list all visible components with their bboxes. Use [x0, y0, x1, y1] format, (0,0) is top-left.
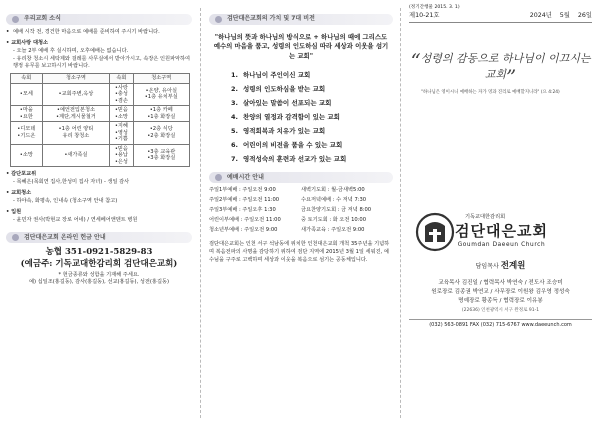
vision-number: 5. — [231, 126, 238, 135]
extra-news — [6, 171, 192, 224]
cleaning-line: - 유리창 청소시 세탁제와 걸레를 사무실에서 받아가시고, 속장은 인원파악하여 행정 유무를 보고하시기 바랍니다. — [13, 56, 191, 70]
bulletin-reg: (정기간행물 2015. 3. 1) — [409, 5, 460, 10]
schedule-entry: 주일1부예배 : 주일오전 9:00 — [209, 187, 276, 194]
account-example: 예) 십일조(홍길동), 감사(홍길동), 선교(홍길동), 성전(홍길동) — [28, 279, 169, 286]
table-cell: •온양, 유아실 •1층 유치부실 — [133, 83, 189, 106]
table-cell: •마을 •요한 — [11, 106, 43, 122]
staff-list: 교육목사 김진일 / 협력목사 박연숙 / 전도사 조승미 원로장로 김종권 박연교 / 사무장로 이원왕 김우영 정성숙 명예장로 황종득 / 협력장로 이유봉 — [431, 280, 570, 304]
table-cell: •디모데 •기드온 — [11, 122, 43, 145]
account-title: 검단대은교회 온라인 헌금 안내 — [24, 233, 106, 241]
schedule-entry: 청소년부예배 : 주일오전 9:00 — [209, 226, 278, 233]
news-column — [0, 0, 200, 424]
account-section-header — [6, 232, 192, 243]
vision-item: 7. 영적성숙의 훈련과 선교가 있는 교회 — [231, 154, 347, 163]
table-cell: •예언전입본청소 •계단,게시물철거 — [42, 106, 110, 122]
bullet-dot-icon — [215, 174, 222, 181]
schedule-entry: 새벽기도회 : 월-금새벽5:00 — [301, 187, 365, 194]
table-cell: •1층 어린 양티 유리 창청소 — [42, 122, 110, 145]
schedule-row — [209, 217, 393, 224]
vision-number: 1. — [231, 70, 238, 79]
vision-column — [201, 0, 401, 424]
table-row — [11, 144, 190, 167]
vision-number: 2. — [231, 84, 238, 93]
bullet-dot-icon — [215, 16, 222, 23]
table-cell: •새가족실 — [42, 144, 110, 167]
table-cell: •믿음 •소망 — [110, 106, 133, 122]
table-row — [11, 106, 190, 122]
motto-verse: "하나님은 영이시니 예배하는 자가 영과 진리로 예배할지니라" (요 4:24) — [421, 89, 560, 95]
news-group-title: • 입원 — [6, 209, 22, 216]
schedule-entry: 주일3부예배 : 주일오후 1:30 — [209, 206, 276, 213]
date-year: 2024년 — [529, 12, 552, 20]
quote-close-icon: ” — [506, 65, 517, 90]
vision-item: 4. 찬양의 열정과 감격함이 있는 교회 — [231, 112, 340, 121]
schedule-list — [209, 187, 393, 233]
news-group-title: • 감단포교위 — [6, 171, 37, 178]
account-number: 농협 351-0921-5829-83 — [45, 247, 153, 258]
news-group-line: - 목혜은(목회연 집사,한성미 집사 자녀) - 생일 감사 — [13, 179, 130, 186]
schedule-title: 예배시간 안내 — [227, 173, 264, 181]
vision-verse: "하나님의 뜻과 하나님의 방식으로 + 하나님의 때에 그리스도 예수의 마음을 품고, 성령의 인도하심 따라 세상과 이웃을 섬기는 교회" — [213, 33, 389, 60]
contact-line: (032) 563-0891 FAX (032) 715-6767 www.daeeunch.com — [409, 319, 592, 329]
table-cell: •1층 카페 •1층 화장실 — [133, 106, 189, 122]
church-logo — [409, 212, 592, 252]
vision-item: 1. 하나님이 주인이신 교회 — [231, 70, 311, 79]
account-holder: (예금주: 기독교대한감리회 검단대은교회) — [20, 258, 178, 269]
vision-number: 3. — [231, 98, 238, 107]
schedule-row — [209, 227, 393, 234]
vision-item: 5. 영적회복과 치유가 있는 교회 — [231, 126, 326, 135]
schedule-entry: 금요찬양기도회 : 금 저녁 8:00 — [301, 206, 372, 213]
motto: “성령의 감동으로 하나님이 이끄시는 교회” — [410, 48, 591, 90]
vision-list — [231, 71, 393, 163]
date-month: 5월 — [559, 12, 570, 20]
issue-number: 제10-21호 — [409, 12, 440, 20]
account-note: * 헌금종류와 성함을 기재해 주세요. — [58, 272, 140, 279]
news-group-title: • 교회청소 — [6, 190, 32, 197]
bullet-dot-icon — [12, 234, 19, 241]
address: (22636) 인천광역시 서구 완정로 91-1 — [461, 308, 540, 314]
table-row — [11, 83, 190, 106]
denomination: 기독교대한감리회 — [465, 214, 506, 221]
church-name: 검단대은교회 — [455, 222, 548, 241]
church-name-english: Goumdan Daeeun Church — [457, 241, 546, 248]
date-day: 26일 — [577, 12, 592, 20]
cover-column — [401, 0, 600, 424]
schedule-row — [209, 197, 393, 204]
vision-item: 3. 살아있는 말씀이 선포되는 교회 — [231, 98, 332, 107]
news-list — [6, 29, 192, 224]
table-cell: •지혜 •영성 •기쁨 — [110, 122, 133, 145]
vision-number: 6. — [231, 140, 238, 149]
vision-item: 2. 성령의 인도하심을 받는 교회 — [231, 84, 326, 93]
table-cell: •소망 — [11, 144, 43, 167]
church-name-block — [455, 214, 548, 249]
news-title: 우리교회 소식 — [24, 15, 61, 23]
schedule-entry: 새가족교육 : 주일오전 9:00 — [301, 226, 365, 233]
vision-title: 검단대은교회의 가치 및 7대 비전 — [227, 15, 315, 23]
news-item: • 예배 시작 전, 경건한 마음으로 예배를 준비하여 주시기 바랍니다. — [6, 29, 160, 35]
pastor: 담임목사 전계원 — [475, 260, 526, 271]
quote-open-icon: “ — [410, 48, 421, 73]
table-cell: •사랑 •충성 •겸손 — [110, 83, 133, 106]
schedule-entry: 수요저녁예배 : 수 저녁 7:30 — [301, 197, 367, 204]
church-intro: 검단대은교회는 인천 서구 석남동에 위치한 인천대은교회 개척 35주년을 기념하며 복음전파의 사명을 감당하기 위하여 검단 지역에 2015년 3월 1일 세워진, 예수님을 구주로 고백하며 세상과 이웃을 복음으로 섬기는 공동체입니다. — [209, 240, 390, 263]
news-group-line: - 하야속, 화평속, 인내속 (청소구역 안내 참고) — [13, 198, 118, 205]
church-emblem-icon — [415, 212, 455, 252]
vision-number: 4. — [231, 112, 238, 121]
table-cell: •2층 식당 •2층 화장실 — [133, 122, 189, 145]
schedule-entry: 주일2부예배 : 주일오전 11:00 — [209, 197, 280, 204]
vision-number: 7. — [231, 154, 238, 163]
bulletin-header — [409, 12, 592, 21]
schedule-section-header — [209, 172, 393, 183]
cleaning-table-body — [11, 83, 190, 167]
header-rule — [409, 22, 592, 23]
bullet-dot-icon — [12, 16, 19, 23]
table-cell: •교회주변,옥상 — [42, 83, 110, 106]
account-info — [6, 247, 192, 286]
cleaning-table: 속회 청소구역 속회 청소구역 •모세 •교회주변,옥상 •사랑 •충성 •겸손 •온양, 유아실 •1층 유치부실 •마을 •요한 •예언전입본청소 •계단,게시물철거 •믿음 •소망 •1층 카페 •1층 화장실 •디모데 •기드온 •1층 어린 양티 유리 창청소 •지혜 •영성 •기쁨 •2층 식당 •2층 화장실 •소망 •새가족실 •믿음 •용납 •은성 •3층 교육관 •3층 화장실 — [10, 73, 190, 167]
table-cell: •모세 — [11, 83, 43, 106]
cleaning-title: • 교회사랑 대청소 — [6, 40, 49, 47]
schedule-row — [209, 207, 393, 214]
schedule-entry: 중 토기도회 : 화 오전 10:00 — [301, 216, 367, 223]
table-row — [11, 122, 190, 145]
schedule-row — [209, 187, 393, 194]
schedule-entry: 어린이부예배 : 주일오전 11:00 — [209, 216, 281, 223]
vision-item: 6. 어린이의 비전을 품을 수 있는 교회 — [231, 140, 343, 149]
table-cell: •믿음 •용납 •은성 — [110, 144, 133, 167]
news-group-line: - 윤민자 권사(박현교 장로 어네) / 연세베어앤덴트 병원 — [13, 217, 138, 224]
vision-section-header — [209, 14, 393, 25]
table-cell: •3층 교육관 •3층 화장실 — [133, 144, 189, 167]
cleaning-line: - 오늘 2부 예배 후 실시하며, 오후예배는 없습니다. — [13, 48, 129, 55]
news-section-header — [6, 14, 192, 25]
